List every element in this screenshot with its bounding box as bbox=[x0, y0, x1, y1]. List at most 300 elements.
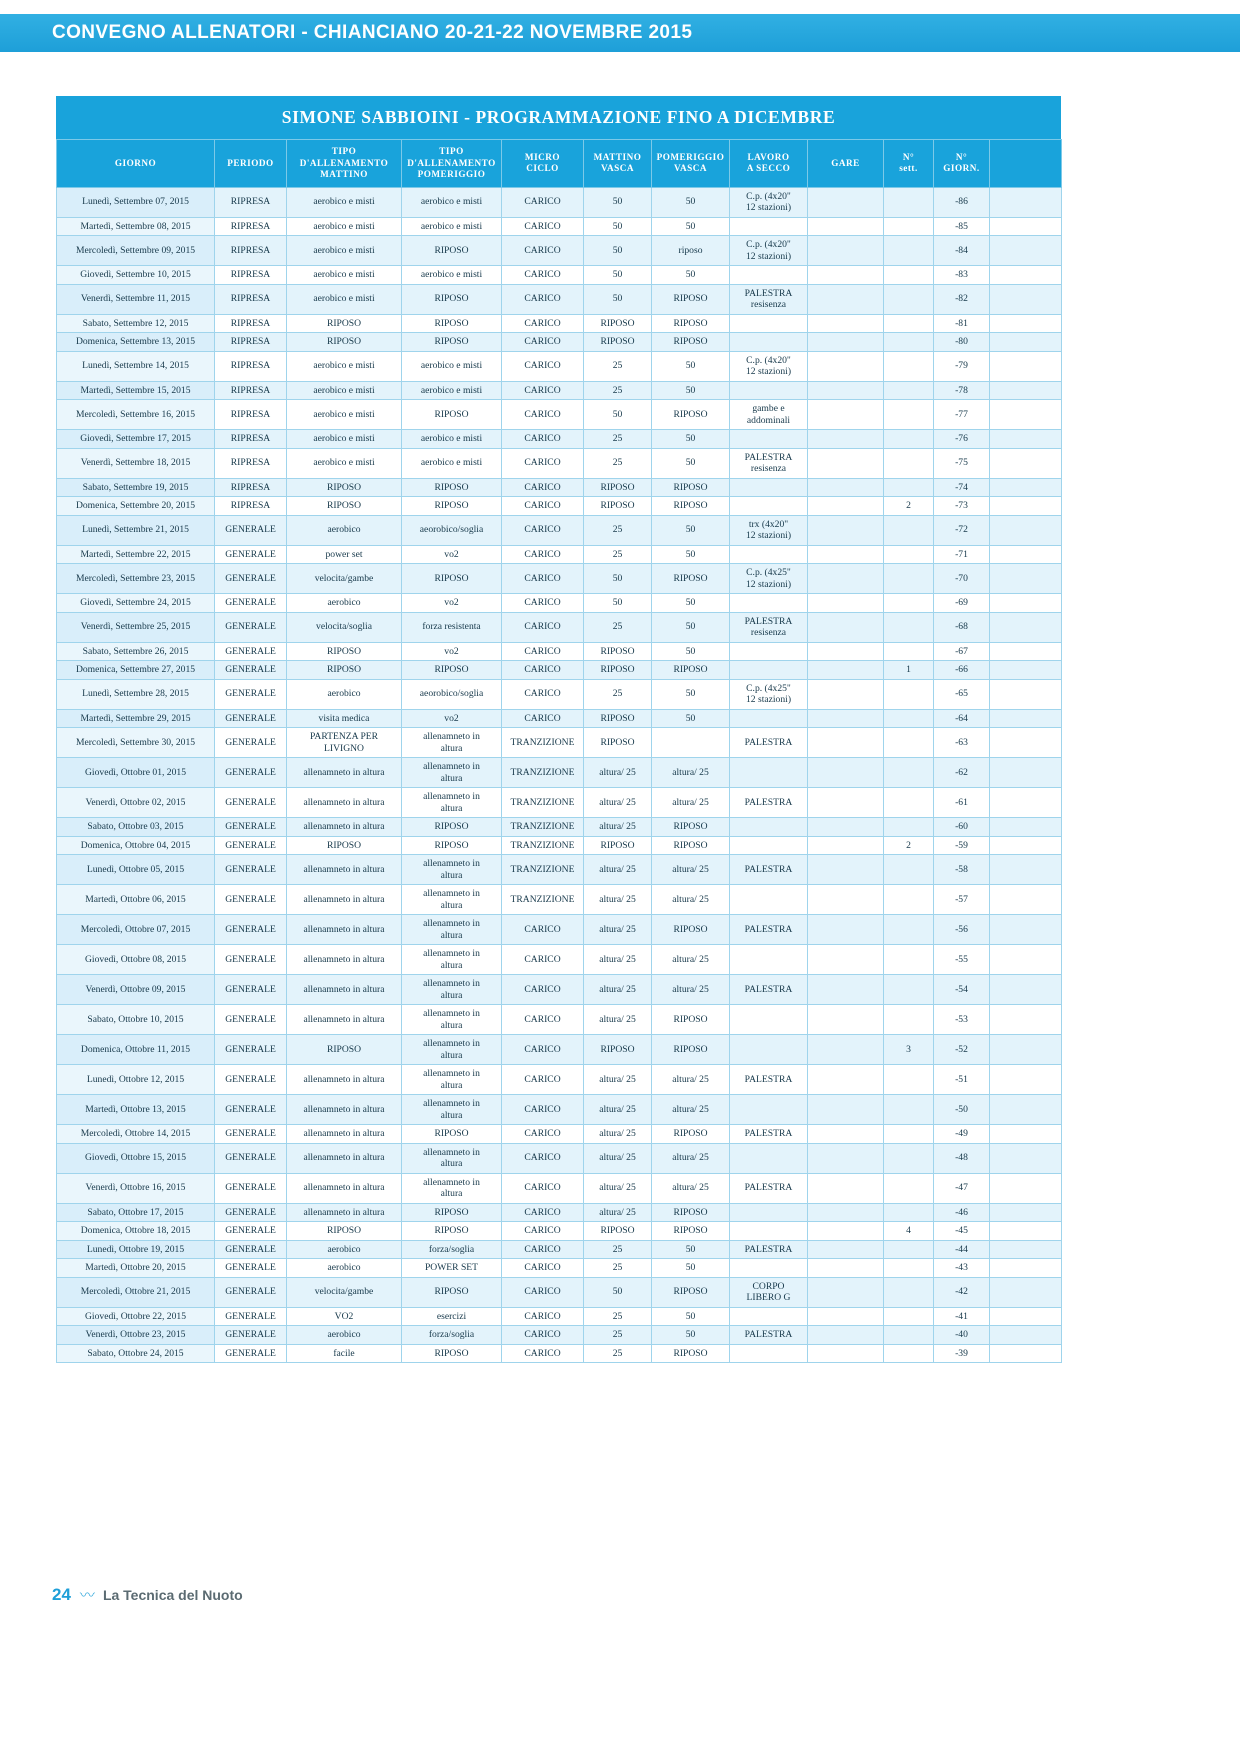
table-cell: -86 bbox=[934, 187, 990, 217]
table-cell: -84 bbox=[934, 236, 990, 266]
table-cell bbox=[730, 661, 808, 680]
table-row bbox=[57, 1326, 1062, 1345]
table-cell bbox=[884, 545, 934, 564]
table-cell: 50 bbox=[652, 1326, 730, 1345]
row-day-cell: Mercoledì, Settembre 23, 2015 bbox=[57, 564, 215, 594]
table-cell bbox=[808, 1173, 884, 1203]
table-cell bbox=[884, 448, 934, 478]
table-cell bbox=[990, 728, 1062, 758]
table-cell: altura/ 25 bbox=[584, 1143, 652, 1173]
table-cell: vo2 bbox=[402, 545, 502, 564]
table-cell bbox=[808, 945, 884, 975]
row-day-cell: Lunedì, Ottobre 19, 2015 bbox=[57, 1240, 215, 1259]
table-cell bbox=[808, 564, 884, 594]
table-cell: TRANZIZIONE bbox=[502, 885, 584, 915]
table-cell: GENERALE bbox=[215, 1240, 287, 1259]
table-cell: GENERALE bbox=[215, 642, 287, 661]
table-cell: -40 bbox=[934, 1326, 990, 1345]
table-cell: GENERALE bbox=[215, 975, 287, 1005]
table-cell bbox=[808, 836, 884, 855]
table-cell: PALESTRA bbox=[730, 975, 808, 1005]
table-cell bbox=[730, 1307, 808, 1326]
table-cell: RIPRESA bbox=[215, 236, 287, 266]
table-cell bbox=[990, 1173, 1062, 1203]
table-cell: -46 bbox=[934, 1203, 990, 1222]
table-cell: riposo bbox=[652, 236, 730, 266]
table-cell: TRANZIZIONE bbox=[502, 818, 584, 837]
table-cell: allenamneto in altura bbox=[402, 788, 502, 818]
table-cell: CARICO bbox=[502, 975, 584, 1005]
table-cell bbox=[808, 430, 884, 449]
table-cell: visita medica bbox=[287, 709, 402, 728]
table-cell: altura/ 25 bbox=[584, 975, 652, 1005]
table-cell: CARICO bbox=[502, 642, 584, 661]
table-cell: RIPOSO bbox=[584, 1222, 652, 1241]
column-header-7: LAVORO A SECCO bbox=[730, 140, 808, 188]
table-cell: altura/ 25 bbox=[652, 788, 730, 818]
table-cell: aerobico e misti bbox=[287, 284, 402, 314]
table-row bbox=[57, 1143, 1062, 1173]
row-day-cell: Martedì, Ottobre 06, 2015 bbox=[57, 885, 215, 915]
table-cell: allenamneto in altura bbox=[287, 788, 402, 818]
table-cell bbox=[808, 1125, 884, 1144]
table-row bbox=[57, 758, 1062, 788]
table-cell: CORPO LIBERO G bbox=[730, 1277, 808, 1307]
table-cell: RIPOSO bbox=[402, 1222, 502, 1241]
table-cell bbox=[884, 284, 934, 314]
table-row bbox=[57, 266, 1062, 285]
table-cell bbox=[808, 612, 884, 642]
row-day-cell: Giovedì, Settembre 24, 2015 bbox=[57, 594, 215, 613]
table-cell: GENERALE bbox=[215, 564, 287, 594]
table-cell: GENERALE bbox=[215, 758, 287, 788]
table-cell: GENERALE bbox=[215, 945, 287, 975]
table-cell: CARICO bbox=[502, 236, 584, 266]
table-cell: 25 bbox=[584, 612, 652, 642]
table-cell bbox=[808, 266, 884, 285]
table-row bbox=[57, 217, 1062, 236]
table-row bbox=[57, 679, 1062, 709]
table-cell: -56 bbox=[934, 915, 990, 945]
table-cell bbox=[990, 545, 1062, 564]
table-cell: 50 bbox=[652, 1259, 730, 1278]
table-cell bbox=[884, 1240, 934, 1259]
table-cell bbox=[990, 945, 1062, 975]
table-row bbox=[57, 975, 1062, 1005]
table-cell: RIPOSO bbox=[287, 642, 402, 661]
table-row bbox=[57, 709, 1062, 728]
table-cell: CARICO bbox=[502, 333, 584, 352]
table-cell bbox=[730, 497, 808, 516]
table-cell: allenamneto in altura bbox=[402, 728, 502, 758]
column-header-8: GARE bbox=[808, 140, 884, 188]
table-cell: RIPOSO bbox=[287, 333, 402, 352]
row-day-cell: Martedì, Ottobre 20, 2015 bbox=[57, 1259, 215, 1278]
table-cell: RIPOSO bbox=[652, 1344, 730, 1363]
table-cell bbox=[808, 1240, 884, 1259]
table-cell: -78 bbox=[934, 381, 990, 400]
table-cell: -42 bbox=[934, 1277, 990, 1307]
table-row bbox=[57, 1222, 1062, 1241]
table-row bbox=[57, 333, 1062, 352]
table-cell: CARICO bbox=[502, 545, 584, 564]
table-cell bbox=[884, 314, 934, 333]
table-cell: CARICO bbox=[502, 1307, 584, 1326]
table-cell: allenamneto in altura bbox=[287, 1125, 402, 1144]
table-cell: GENERALE bbox=[215, 818, 287, 837]
row-day-cell: Lunedì, Settembre 14, 2015 bbox=[57, 351, 215, 381]
row-day-cell: Martedì, Settembre 15, 2015 bbox=[57, 381, 215, 400]
table-cell: RIPOSO bbox=[584, 642, 652, 661]
row-day-cell: Martedì, Settembre 29, 2015 bbox=[57, 709, 215, 728]
table-cell: CARICO bbox=[502, 1203, 584, 1222]
table-cell bbox=[808, 1307, 884, 1326]
table-cell: altura/ 25 bbox=[584, 945, 652, 975]
table-cell: RIPOSO bbox=[402, 497, 502, 516]
table-cell: -67 bbox=[934, 642, 990, 661]
table-cell: altura/ 25 bbox=[584, 855, 652, 885]
row-day-cell: Venerdì, Ottobre 09, 2015 bbox=[57, 975, 215, 1005]
table-cell: RIPOSO bbox=[402, 818, 502, 837]
table-cell: allenamneto in altura bbox=[402, 1065, 502, 1095]
table-cell: GENERALE bbox=[215, 709, 287, 728]
table-cell bbox=[730, 478, 808, 497]
table-cell: RIPOSO bbox=[652, 661, 730, 680]
table-cell bbox=[730, 885, 808, 915]
table-cell: aerobico e misti bbox=[287, 266, 402, 285]
table-cell bbox=[884, 515, 934, 545]
table-cell: RIPOSO bbox=[652, 915, 730, 945]
table-cell: 50 bbox=[584, 594, 652, 613]
table-cell: 50 bbox=[652, 187, 730, 217]
row-day-cell: Martedì, Ottobre 13, 2015 bbox=[57, 1095, 215, 1125]
page-header-band bbox=[0, 14, 1240, 52]
table-cell bbox=[990, 314, 1062, 333]
table-row bbox=[57, 351, 1062, 381]
table-cell: -65 bbox=[934, 679, 990, 709]
table-cell: 25 bbox=[584, 679, 652, 709]
table-cell bbox=[808, 1326, 884, 1345]
table-cell: 50 bbox=[652, 642, 730, 661]
table-cell: 50 bbox=[584, 236, 652, 266]
table-cell bbox=[808, 515, 884, 545]
table-cell: GENERALE bbox=[215, 855, 287, 885]
table-cell: CARICO bbox=[502, 945, 584, 975]
table-cell: velocita/soglia bbox=[287, 612, 402, 642]
table-cell: CARICO bbox=[502, 1065, 584, 1095]
table-cell: RIPOSO bbox=[652, 1222, 730, 1241]
table-cell bbox=[884, 1173, 934, 1203]
table-cell: 2 bbox=[884, 497, 934, 516]
table-cell bbox=[730, 836, 808, 855]
table-cell: CARICO bbox=[502, 1173, 584, 1203]
table-cell: CARICO bbox=[502, 515, 584, 545]
table-cell: 50 bbox=[652, 1240, 730, 1259]
table-cell: aerobico bbox=[287, 1326, 402, 1345]
table-cell: -55 bbox=[934, 945, 990, 975]
table-row bbox=[57, 1095, 1062, 1125]
table-cell: allenamneto in altura bbox=[402, 885, 502, 915]
table-cell: altura/ 25 bbox=[652, 855, 730, 885]
table-cell bbox=[990, 1035, 1062, 1065]
table-cell: aerobico e misti bbox=[287, 217, 402, 236]
table-cell: aerobico e misti bbox=[402, 266, 502, 285]
table-cell bbox=[730, 758, 808, 788]
row-day-cell: Mercoledì, Settembre 16, 2015 bbox=[57, 400, 215, 430]
table-cell: altura/ 25 bbox=[652, 945, 730, 975]
table-cell: PARTENZA PER LIVIGNO bbox=[287, 728, 402, 758]
table-cell: esercizi bbox=[402, 1307, 502, 1326]
table-row bbox=[57, 1035, 1062, 1065]
table-cell: TRANZIZIONE bbox=[502, 758, 584, 788]
table-cell: C.p. (4x20" 12 stazioni) bbox=[730, 236, 808, 266]
magazine-name: La Tecnica del Nuoto bbox=[102, 1586, 243, 1603]
table-cell: GENERALE bbox=[215, 788, 287, 818]
table-cell bbox=[884, 975, 934, 1005]
table-cell: PALESTRA bbox=[730, 855, 808, 885]
table-cell: allenamneto in altura bbox=[287, 975, 402, 1005]
table-row bbox=[57, 1277, 1062, 1307]
table-cell: RIPRESA bbox=[215, 314, 287, 333]
table-cell: aeorobico/soglia bbox=[402, 679, 502, 709]
table-cell bbox=[730, 709, 808, 728]
table-cell: GENERALE bbox=[215, 1173, 287, 1203]
row-day-cell: Giovedì, Ottobre 22, 2015 bbox=[57, 1307, 215, 1326]
table-cell: RIPOSO bbox=[584, 497, 652, 516]
table-cell: aerobico bbox=[287, 594, 402, 613]
table-cell bbox=[884, 217, 934, 236]
row-day-cell: Sabato, Ottobre 17, 2015 bbox=[57, 1203, 215, 1222]
table-cell bbox=[884, 709, 934, 728]
row-day-cell: Sabato, Settembre 19, 2015 bbox=[57, 478, 215, 497]
table-cell bbox=[808, 594, 884, 613]
table-cell: -60 bbox=[934, 818, 990, 837]
table-cell bbox=[730, 1344, 808, 1363]
table-cell bbox=[990, 187, 1062, 217]
row-day-cell: Venerdì, Settembre 25, 2015 bbox=[57, 612, 215, 642]
table-cell: RIPRESA bbox=[215, 430, 287, 449]
table-cell: -49 bbox=[934, 1125, 990, 1144]
table-cell: RIPOSO bbox=[584, 478, 652, 497]
table-cell: RIPOSO bbox=[584, 1035, 652, 1065]
table-cell: RIPOSO bbox=[287, 497, 402, 516]
table-row bbox=[57, 612, 1062, 642]
table-cell: CARICO bbox=[502, 1277, 584, 1307]
table-row bbox=[57, 284, 1062, 314]
table-cell: CARICO bbox=[502, 594, 584, 613]
table-cell: 2 bbox=[884, 836, 934, 855]
table-cell: PALESTRA resisenza bbox=[730, 612, 808, 642]
table-cell: 50 bbox=[652, 448, 730, 478]
table-cell: -81 bbox=[934, 314, 990, 333]
table-row bbox=[57, 497, 1062, 516]
table-cell bbox=[884, 612, 934, 642]
table-cell: -53 bbox=[934, 1005, 990, 1035]
table-cell bbox=[990, 661, 1062, 680]
table-cell: GENERALE bbox=[215, 1326, 287, 1345]
table-cell: altura/ 25 bbox=[584, 1203, 652, 1222]
table-cell bbox=[808, 381, 884, 400]
table-row bbox=[57, 430, 1062, 449]
table-cell bbox=[884, 1065, 934, 1095]
table-cell: C.p. (4x20" 12 stazioni) bbox=[730, 187, 808, 217]
table-cell bbox=[808, 818, 884, 837]
row-day-cell: Lunedì, Settembre 21, 2015 bbox=[57, 515, 215, 545]
table-cell bbox=[808, 314, 884, 333]
table-cell bbox=[990, 266, 1062, 285]
table-cell: allenamneto in altura bbox=[287, 758, 402, 788]
table-cell: RIPOSO bbox=[652, 284, 730, 314]
table-cell: allenamneto in altura bbox=[402, 915, 502, 945]
row-day-cell: Domenica, Ottobre 11, 2015 bbox=[57, 1035, 215, 1065]
table-cell bbox=[730, 545, 808, 564]
table-cell bbox=[884, 818, 934, 837]
table-cell bbox=[884, 679, 934, 709]
row-day-cell: Lunedì, Ottobre 05, 2015 bbox=[57, 855, 215, 885]
table-cell bbox=[808, 679, 884, 709]
table-cell bbox=[990, 788, 1062, 818]
table-cell bbox=[808, 545, 884, 564]
table-cell: gambe e addominali bbox=[730, 400, 808, 430]
table-cell bbox=[730, 1035, 808, 1065]
column-header-1: PERIODO bbox=[215, 140, 287, 188]
table-cell: TRANZIZIONE bbox=[502, 836, 584, 855]
table-cell: 4 bbox=[884, 1222, 934, 1241]
row-day-cell: Mercoledì, Settembre 30, 2015 bbox=[57, 728, 215, 758]
table-cell: altura/ 25 bbox=[584, 1095, 652, 1125]
table-row bbox=[57, 661, 1062, 680]
table-cell: 50 bbox=[652, 381, 730, 400]
table-row bbox=[57, 381, 1062, 400]
row-day-cell: Lunedì, Settembre 07, 2015 bbox=[57, 187, 215, 217]
table-cell: RIPRESA bbox=[215, 351, 287, 381]
table-cell bbox=[730, 430, 808, 449]
table-cell: aerobico e misti bbox=[402, 430, 502, 449]
table-cell bbox=[808, 709, 884, 728]
table-cell bbox=[808, 1203, 884, 1222]
table-cell bbox=[884, 1143, 934, 1173]
table-cell: CARICO bbox=[502, 497, 584, 516]
table-cell: allenamneto in altura bbox=[287, 1005, 402, 1035]
table-cell: CARICO bbox=[502, 400, 584, 430]
table-cell: RIPOSO bbox=[287, 1035, 402, 1065]
table-cell: PALESTRA bbox=[730, 728, 808, 758]
table-cell bbox=[730, 1222, 808, 1241]
table-cell: CARICO bbox=[502, 314, 584, 333]
table-cell: aerobico bbox=[287, 1259, 402, 1278]
table-cell: CARICO bbox=[502, 1326, 584, 1345]
table-cell: TRANZIZIONE bbox=[502, 728, 584, 758]
table-row bbox=[57, 448, 1062, 478]
table-cell bbox=[884, 351, 934, 381]
table-cell bbox=[990, 594, 1062, 613]
table-cell: allenamneto in altura bbox=[287, 915, 402, 945]
table-cell bbox=[808, 478, 884, 497]
table-cell bbox=[808, 758, 884, 788]
table-row bbox=[57, 855, 1062, 885]
table-cell: vo2 bbox=[402, 642, 502, 661]
table-cell: 25 bbox=[584, 1344, 652, 1363]
table-cell: altura/ 25 bbox=[652, 1065, 730, 1095]
table-cell: 50 bbox=[584, 284, 652, 314]
table-cell: RIPOSO bbox=[402, 1277, 502, 1307]
table-cell: aerobico e misti bbox=[402, 448, 502, 478]
row-day-cell: Mercoledì, Ottobre 07, 2015 bbox=[57, 915, 215, 945]
table-cell bbox=[730, 594, 808, 613]
table-cell: RIPOSO bbox=[652, 478, 730, 497]
table-cell: RIPOSO bbox=[402, 314, 502, 333]
table-cell bbox=[990, 284, 1062, 314]
table-cell: RIPOSO bbox=[584, 333, 652, 352]
table-cell: aerobico e misti bbox=[402, 381, 502, 400]
table-cell: -39 bbox=[934, 1344, 990, 1363]
table-cell: -76 bbox=[934, 430, 990, 449]
table-cell: RIPOSO bbox=[287, 314, 402, 333]
table-row bbox=[57, 1125, 1062, 1144]
table-row bbox=[57, 642, 1062, 661]
table-cell: allenamneto in altura bbox=[287, 1095, 402, 1125]
row-day-cell: Domenica, Settembre 27, 2015 bbox=[57, 661, 215, 680]
table-row bbox=[57, 236, 1062, 266]
table-cell: -80 bbox=[934, 333, 990, 352]
table-cell: CARICO bbox=[502, 266, 584, 285]
table-cell: PALESTRA resisenza bbox=[730, 448, 808, 478]
row-day-cell: Giovedì, Ottobre 01, 2015 bbox=[57, 758, 215, 788]
table-cell bbox=[808, 400, 884, 430]
table-row bbox=[57, 1259, 1062, 1278]
column-header-6: POMERIGGIO VASCA bbox=[652, 140, 730, 188]
table-cell: PALESTRA bbox=[730, 915, 808, 945]
table-cell: allenamneto in altura bbox=[402, 1173, 502, 1203]
table-cell: -70 bbox=[934, 564, 990, 594]
table-cell bbox=[990, 478, 1062, 497]
table-cell bbox=[884, 430, 934, 449]
table-cell: C.p. (4x25" 12 stazioni) bbox=[730, 564, 808, 594]
table-cell: RIPOSO bbox=[402, 564, 502, 594]
table-cell: 50 bbox=[652, 612, 730, 642]
table-cell: CARICO bbox=[502, 1240, 584, 1259]
table-cell: GENERALE bbox=[215, 885, 287, 915]
table-cell: RIPRESA bbox=[215, 478, 287, 497]
table-cell: allenamneto in altura bbox=[287, 1203, 402, 1222]
table-row bbox=[57, 400, 1062, 430]
table-cell: trx (4x20" 12 stazioni) bbox=[730, 515, 808, 545]
table-cell: altura/ 25 bbox=[584, 1125, 652, 1144]
table-cell: CARICO bbox=[502, 381, 584, 400]
table-cell bbox=[808, 1259, 884, 1278]
table-cell bbox=[808, 448, 884, 478]
table-cell: 25 bbox=[584, 545, 652, 564]
table-row bbox=[57, 728, 1062, 758]
table-cell: aerobico bbox=[287, 679, 402, 709]
table-cell bbox=[990, 497, 1062, 516]
table-cell bbox=[990, 1065, 1062, 1095]
table-cell bbox=[884, 642, 934, 661]
table-cell: RIPOSO bbox=[287, 661, 402, 680]
table-cell bbox=[730, 217, 808, 236]
table-cell: RIPOSO bbox=[402, 1203, 502, 1222]
table-cell: RIPOSO bbox=[652, 497, 730, 516]
table-row bbox=[57, 594, 1062, 613]
table-cell: PALESTRA bbox=[730, 1240, 808, 1259]
table-cell bbox=[884, 1095, 934, 1125]
row-day-cell: Domenica, Settembre 13, 2015 bbox=[57, 333, 215, 352]
table-cell: CARICO bbox=[502, 1005, 584, 1035]
table-cell: RIPOSO bbox=[652, 400, 730, 430]
table-cell bbox=[990, 975, 1062, 1005]
table-cell bbox=[884, 728, 934, 758]
row-day-cell: Domenica, Settembre 20, 2015 bbox=[57, 497, 215, 516]
